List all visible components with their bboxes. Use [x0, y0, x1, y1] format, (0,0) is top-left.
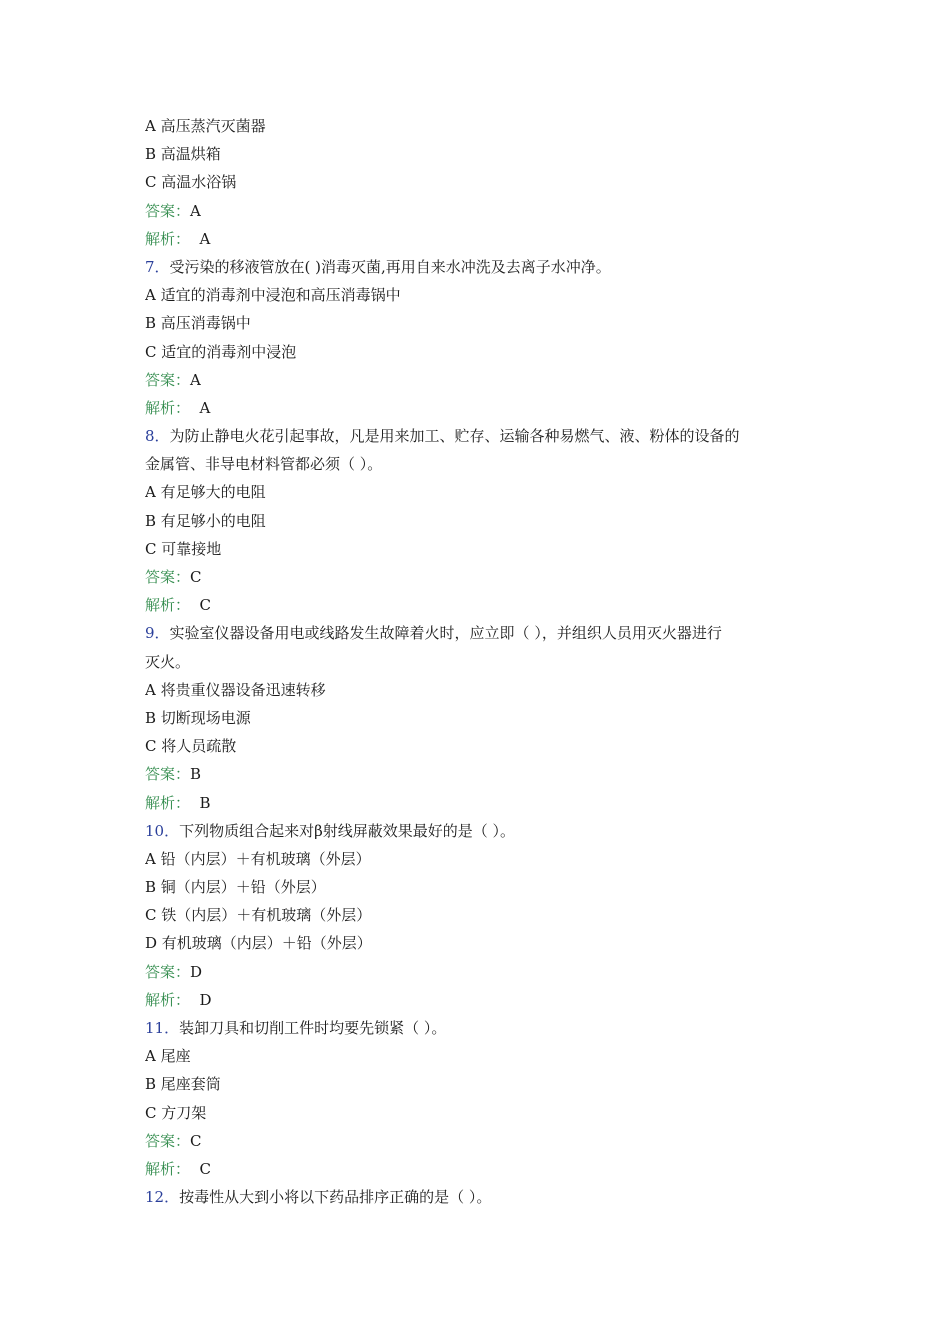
analysis-line	[145, 394, 815, 422]
answer-value: C	[190, 1131, 202, 1150]
option-text: C 高温水浴锅	[145, 173, 237, 192]
answer-value: A	[190, 370, 201, 389]
option-line	[145, 873, 815, 901]
option-line	[145, 140, 815, 168]
answer-line	[145, 563, 815, 591]
option-text: B 切断现场电源	[145, 708, 251, 727]
option-line	[145, 478, 815, 506]
option-text: C 可靠接地	[145, 539, 222, 558]
analysis-label: 解析：	[145, 990, 191, 1009]
analysis-label: 解析：	[145, 398, 191, 417]
question-text: 实验室仪器设备用电或线路发生故障着火时，应立即（ ），并组织人员用灭火器进行	[169, 624, 722, 643]
analysis-label: 解析：	[145, 1159, 191, 1178]
answer-value: B	[190, 765, 202, 784]
answer-label: 答案：	[145, 1131, 191, 1150]
option-text: B 有足够小的电阻	[145, 511, 266, 530]
option-line	[145, 845, 815, 873]
question-line	[145, 817, 815, 845]
analysis-label: 解析：	[145, 596, 191, 615]
option-text: A 将贵重仪器设备迅速转移	[145, 680, 326, 699]
analysis-label: 解析：	[145, 793, 191, 812]
answer-label: 答案：	[145, 962, 191, 981]
question-continuation	[145, 450, 815, 478]
analysis-value: A	[190, 398, 211, 417]
option-line	[145, 1070, 815, 1098]
option-text: A 高压蒸汽灭菌器	[145, 117, 266, 135]
analysis-value: A	[190, 229, 211, 248]
analysis-value: C	[190, 1159, 212, 1178]
document-body	[145, 112, 815, 1211]
option-line	[145, 507, 815, 535]
option-line	[145, 929, 815, 957]
analysis-value: D	[190, 990, 212, 1009]
question-text: 装卸刀具和切削工件时均要先锁紧（ ）。	[179, 1019, 447, 1037]
answer-value: A	[190, 201, 201, 220]
answer-line	[145, 366, 815, 394]
answer-label: 答案：	[145, 201, 191, 220]
question-number: 7．	[145, 257, 170, 276]
answer-line	[145, 197, 815, 225]
option-text: A 有足够大的电阻	[145, 483, 266, 502]
question-text: 灭火。	[145, 652, 191, 671]
option-text: C 适宜的消毒剂中浸泡	[145, 342, 297, 361]
option-text: A 尾座	[145, 1047, 191, 1066]
question-line	[145, 422, 815, 450]
analysis-line	[145, 1155, 815, 1183]
option-text: B 高压消毒锅中	[145, 314, 251, 333]
option-text: A 适宜的消毒剂中浸泡和高压消毒锅中	[145, 286, 401, 305]
question-line	[145, 619, 815, 647]
question-number: 12．	[145, 1188, 180, 1207]
question-line	[145, 253, 815, 281]
option-line	[145, 676, 815, 704]
option-line	[145, 535, 815, 563]
question-continuation	[145, 648, 815, 676]
option-line	[145, 732, 815, 760]
answer-line	[145, 760, 815, 788]
answer-value: C	[190, 568, 202, 586]
option-line	[145, 281, 815, 309]
analysis-value: B	[190, 793, 211, 812]
option-text: B 尾座套筒	[145, 1075, 221, 1094]
answer-label: 答案：	[145, 568, 191, 586]
question-line	[145, 1014, 815, 1042]
option-line	[145, 309, 815, 337]
question-text: 下列物质组合起来对β射线屏蔽效果最好的是（ ）。	[179, 821, 516, 840]
option-line	[145, 901, 815, 929]
option-line	[145, 338, 815, 366]
analysis-value: C	[190, 596, 212, 615]
question-text: 为防止静电火花引起事故，凡是用来加工、贮存、运输各种易燃气、液、粉体的设备的	[169, 427, 740, 446]
option-line	[145, 1042, 815, 1070]
answer-line	[145, 1127, 815, 1155]
option-text: C 方刀架	[145, 1103, 207, 1122]
analysis-line	[145, 591, 815, 619]
option-line	[145, 704, 815, 732]
question-text: 受污染的移液管放在( )消毒灭菌,再用自来水冲洗及去离子水冲净。	[169, 257, 611, 276]
question-text: 按毒性从大到小将以下药品排序正确的是（ ）。	[179, 1188, 492, 1207]
option-line	[145, 168, 815, 196]
answer-label: 答案：	[145, 370, 191, 389]
option-text: D 有机玻璃（内层）＋铅（外层）	[145, 934, 372, 953]
answer-line	[145, 958, 815, 986]
answer-value: D	[190, 962, 203, 981]
question-number: 11．	[145, 1019, 180, 1037]
question-number: 8．	[145, 427, 170, 446]
option-line	[145, 112, 815, 140]
question-text: 金属管、非导电材料管都必须（ ）。	[145, 455, 383, 474]
analysis-line	[145, 225, 815, 253]
option-line	[145, 1099, 815, 1127]
option-text: B 高温烘箱	[145, 145, 221, 164]
analysis-line	[145, 986, 815, 1014]
analysis-label: 解析：	[145, 229, 191, 248]
option-text: C 将人员疏散	[145, 737, 237, 756]
analysis-line	[145, 789, 815, 817]
option-text: C 铁（内层）＋有机玻璃（外层）	[145, 906, 372, 925]
question-number: 10．	[145, 821, 180, 840]
option-text: A 铅（内层）＋有机玻璃（外层）	[145, 849, 371, 868]
option-text: B 铜（内层）＋铅（外层）	[145, 878, 326, 897]
answer-label: 答案：	[145, 765, 191, 784]
question-number: 9．	[145, 624, 170, 643]
question-line	[145, 1183, 815, 1211]
